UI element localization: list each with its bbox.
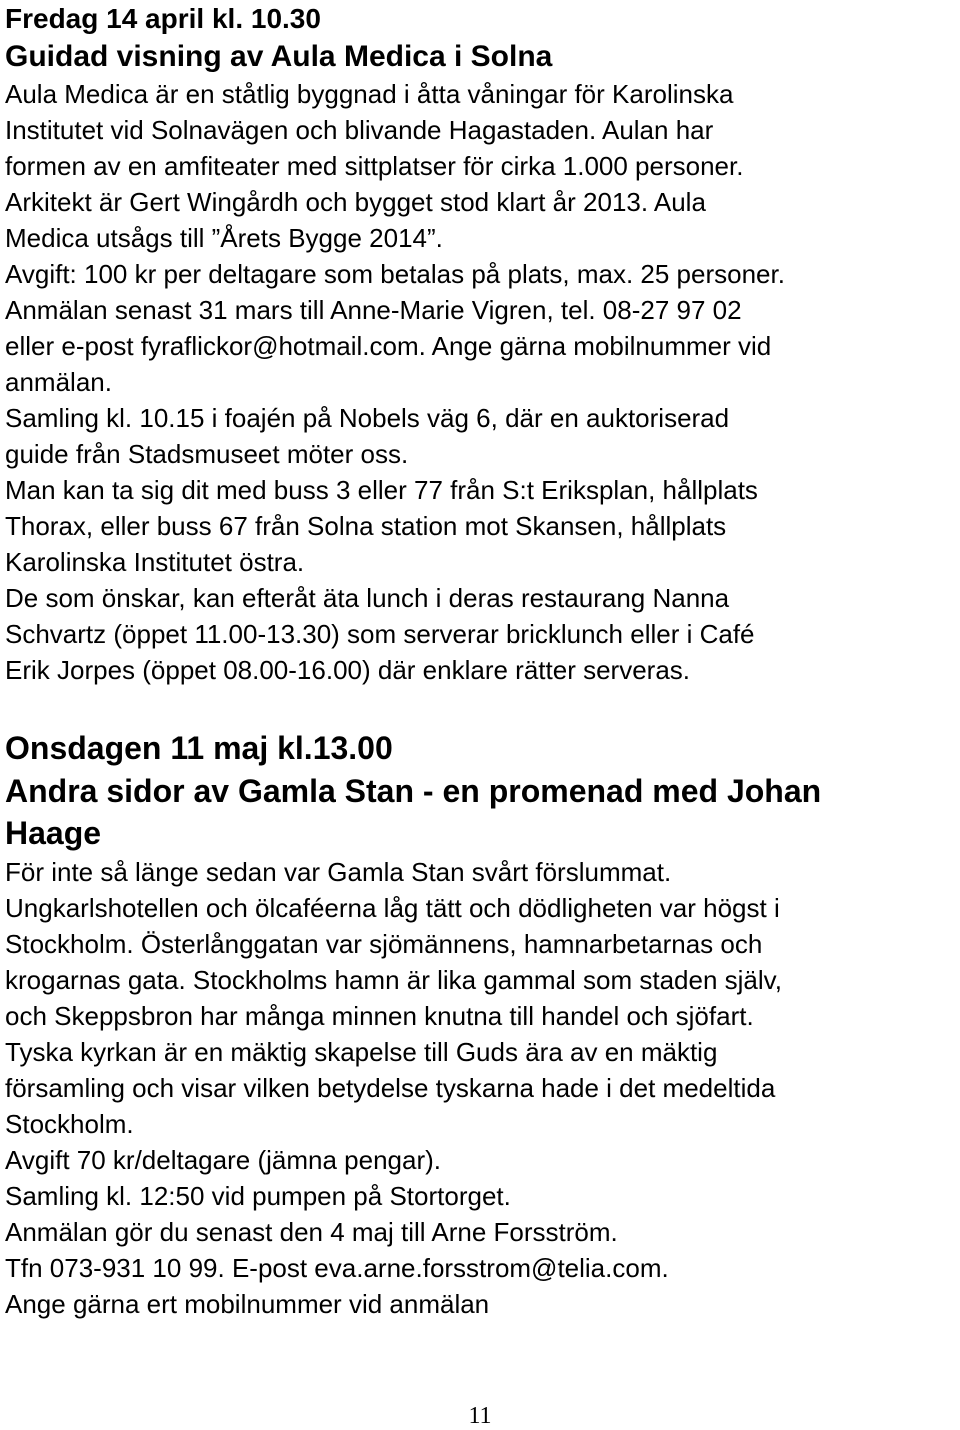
event2-date: Onsdagen 11 maj kl.13.00 (5, 730, 393, 766)
event1-lunch-line: Schvartz (öppet 11.00-13.30) som serverar bricklunch eller i Café (5, 619, 755, 649)
event2-line: församling och visar vilken betydelse tyskarna hade i det medeltida (5, 1073, 776, 1103)
event2-registration-line: Anmälan gör du senast den 4 maj till Arne Forsström. (5, 1217, 618, 1247)
event1-transport-line: Thorax, eller buss 67 från Solna station mot Skansen, hållplats (5, 511, 727, 541)
event1-line: Institutet vid Solnavägen och blivande Hagastaden. Aulan har (5, 115, 714, 145)
event1-line: Arkitekt är Gert Wingårdh och bygget stod klart år 2013. Aula (5, 187, 706, 217)
event1-lunch-line: De som önskar, kan efteråt äta lunch i deras restaurang Nanna (5, 583, 730, 613)
event2-line: krogarnas gata. Stockholms hamn är lika gammal som staden själv, (5, 965, 782, 995)
event1-date: Fredag 14 april kl. 10.30 (5, 3, 321, 34)
event1-registration-line: anmälan. (5, 367, 112, 397)
event2-line: Stockholm. Österlånggatan var sjömännens, hamnarbetarnas och (5, 929, 763, 959)
event2-line: Ungkarlshotellen och ölcaféerna låg tätt och dödligheten var högst i (5, 893, 780, 923)
event2-line: För inte så länge sedan var Gamla Stan svårt förslummat. (5, 857, 672, 887)
event1-lunch-line: Erik Jorpes (öppet 08.00-16.00) där enklare rätter serveras. (5, 655, 691, 685)
page-number: 11 (468, 1403, 492, 1429)
event1-line: Aula Medica är en ståtlig byggnad i åtta våningar för Karolinska (5, 79, 734, 109)
event2-line: Tyska kyrkan är en mäktig skapelse till Guds ära av en mäktig (5, 1037, 718, 1067)
event1-line: Medica utsågs till ”Årets Bygge 2014”. (5, 223, 443, 253)
event1-title: Guidad visning av Aula Medica i Solna (5, 40, 553, 73)
event1-registration-line: eller e-post fyraflickor@hotmail.com. Ange gärna mobilnummer vid (5, 331, 772, 361)
event2-mobile-line: Ange gärna ert mobilnummer vid anmälan (5, 1289, 490, 1319)
event1-meeting-line: Samling kl. 10.15 i foajén på Nobels väg 6, där en auktoriserad (5, 403, 730, 433)
event2-title: Andra sidor av Gamla Stan - en promenad med Johan (5, 773, 822, 809)
event2-line: och Skeppsbron har många minnen knutna till handel och sjöfart. (5, 1001, 754, 1031)
event1-transport-line: Man kan ta sig dit med buss 3 eller 77 från S:t Eriksplan, hållplats (5, 475, 758, 505)
event1-line: formen av en amfiteater med sittplatser för cirka 1.000 personer. (5, 151, 744, 181)
section-spacer (5, 688, 960, 726)
event2-fee-line: Avgift 70 kr/deltagare (jämna pengar). (5, 1145, 441, 1175)
event1-transport-line: Karolinska Institutet östra. (5, 547, 305, 577)
event2-line: Stockholm. (5, 1109, 134, 1139)
event1-fee-line: Avgift: 100 kr per deltagare som betalas på plats, max. 25 personer. (5, 259, 785, 289)
event2-title: Haage (5, 815, 102, 851)
event1-meeting-line: guide från Stadsmuseet möter oss. (5, 439, 409, 469)
event2-contact-line: Tfn 073-931 10 99. E-post eva.arne.forsstrom@telia.com. (5, 1253, 669, 1283)
document-page (5, 0, 960, 1322)
event2-meeting-line: Samling kl. 12:50 vid pumpen på Stortorget. (5, 1181, 511, 1211)
event1-registration-line: Anmälan senast 31 mars till Anne-Marie Vigren, tel. 08-27 97 02 (5, 295, 742, 325)
